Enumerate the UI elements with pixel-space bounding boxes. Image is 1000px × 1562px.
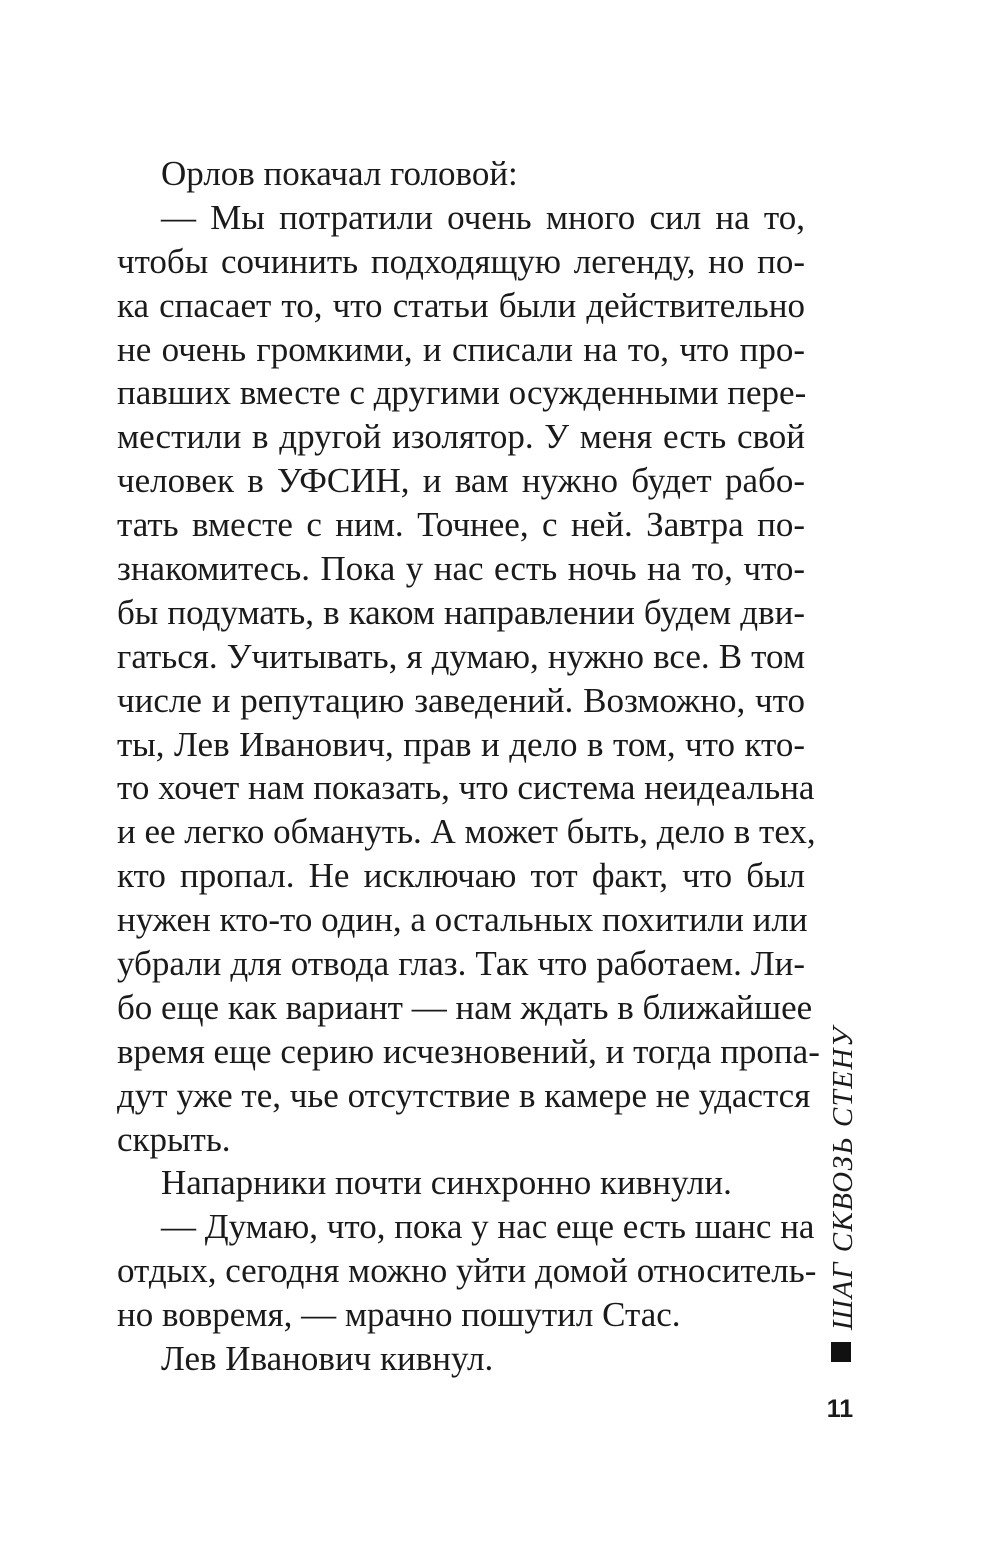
text-line: знакомитесь. Пока у нас есть ночь на то, что- (117, 549, 805, 589)
text-line: павших вместе с другими осужденными пере- (117, 373, 807, 413)
text-line: время еще серию исчезновений, и тогда пропа- (117, 1031, 820, 1071)
text-line: местили в другой изолятор. У меня есть свой (117, 417, 805, 457)
running-title: ШАГ СКВОЗЬ СТЕНУ (827, 1026, 859, 1330)
text-line: то хочет нам показать, что система неидеальна (117, 768, 815, 808)
body-text (117, 152, 820, 1381)
text-line: не очень громкими, и списали на то, что про- (117, 329, 805, 369)
text-line: Лев Иванович кивнул. (161, 1339, 494, 1379)
text-line: но вовремя, — мрачно пошутил Стас. (117, 1295, 681, 1335)
text-line: и ее легко обмануть. А может быть, дело в тех, (117, 812, 816, 852)
text-line: чтобы сочинить подходящую легенду, но по- (117, 241, 805, 281)
text-line: кто пропал. Не исключаю тот факт, что был (117, 856, 805, 896)
text-line: нужен кто-то один, а остальных похитили или (117, 900, 808, 940)
text-line: бы подумать, в каком направлении будем дви- (117, 592, 805, 632)
text-line: Напарники почти синхронно кивнули. (161, 1163, 732, 1203)
text-line: числе и репутацию заведений. Возможно, что (117, 680, 805, 720)
text-line: скрыть. (117, 1119, 231, 1159)
text-line: убрали для отвода глаз. Так что работаем. Ли- (117, 944, 805, 984)
text-line: — Думаю, что, пока у нас еще есть шанс на (161, 1207, 815, 1247)
text-line: гаться. Учитывать, я думаю, нужно все. В том (117, 636, 805, 676)
text-line: ты, Лев Иванович, прав и дело в том, что кто- (117, 724, 805, 764)
text-line: бо еще как вариант — нам ждать в ближайшее (117, 987, 813, 1027)
text-line: ка спасает то, что статьи были действительно (117, 285, 805, 325)
page-number: 11 (826, 1395, 854, 1423)
text-line: — Мы потратили очень много сил на то, (161, 197, 805, 237)
text-line: Орлов покачал головой: (161, 154, 518, 193)
text-line: человек в УФСИН, и вам нужно будет рабо- (117, 461, 805, 501)
square-marker-icon (831, 1342, 851, 1362)
text-line: отдых, сегодня можно уйти домой относитель- (117, 1251, 817, 1291)
text-line: тать вместе с ним. Точнее, с ней. Завтра по- (117, 505, 805, 545)
text-line: дут уже те, чье отсутствие в камере не удастся (117, 1075, 811, 1115)
